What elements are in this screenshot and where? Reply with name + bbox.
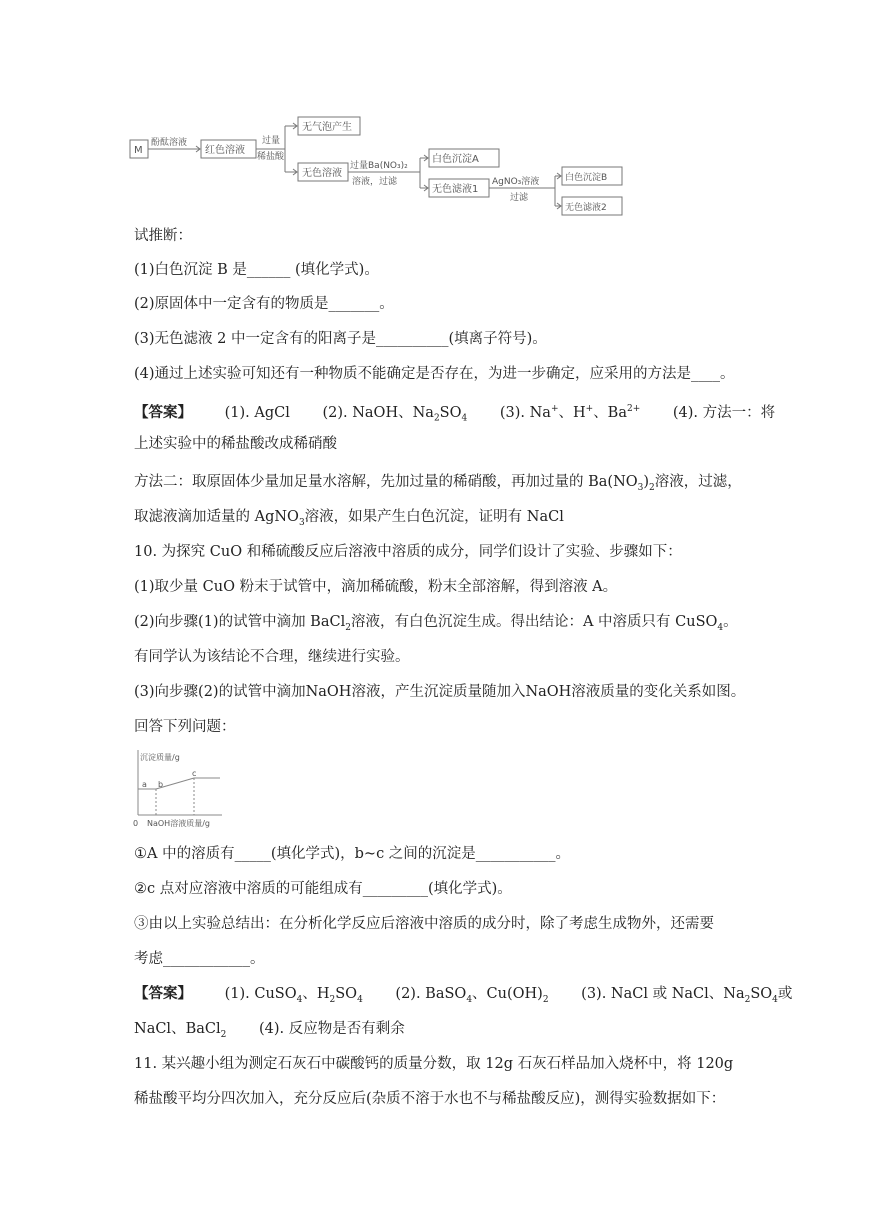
q9-intro: 试推断： bbox=[134, 228, 192, 244]
q9-method2-line2: 取滤液滴加适量的 AgNO$_3$溶液，如果产生白色沉淀，证明有 NaCl bbox=[134, 509, 564, 528]
method2-d: 溶液，如果产生白色沉淀，证明有 NaCl bbox=[304, 509, 564, 525]
q9-q2: (2)原固体中一定含有的物质是_______。 bbox=[134, 296, 394, 312]
q9-q1: (1)白色沉淀 B 是______ (填化学式)。 bbox=[134, 262, 379, 278]
q10-a3b: 或 bbox=[777, 986, 793, 1002]
q10-answer-l2: NaCl、BaCl$_2$ (4). 反应物是否有剩余 bbox=[134, 1021, 405, 1040]
q10-s2c: 。 bbox=[723, 614, 738, 630]
flow-chart bbox=[125, 108, 665, 220]
flow-arrow3a: 过量Ba(NO₃)₂ bbox=[350, 161, 408, 171]
q10-s2a: (2)向步骤(1)的试管中滴加 BaCl bbox=[134, 614, 346, 630]
q10-c3b: 考虑____________。 bbox=[134, 951, 265, 967]
q10-s3: (3)向步骤(2)的试管中滴加NaOH溶液，产生沉淀质量随加入NaOH溶液质量的变化关系如图。 bbox=[134, 684, 746, 700]
q10-s4: 回答下列问题： bbox=[134, 719, 236, 735]
method2-a: 方法二：取原固体少量加足量水溶解，先加过量的稀硝酸，再加过量的 Ba(NO bbox=[134, 474, 638, 490]
flow-box-ppt-b: 白色沉淀B bbox=[565, 173, 608, 183]
graph-point-a: a bbox=[142, 780, 147, 789]
answer-label: 【答案】 bbox=[134, 403, 192, 421]
flow-arrow2a: 过量 bbox=[262, 136, 281, 146]
q10-c1: ①A 中的溶质有_____(填化学式)，b~c 之间的沉淀是___________。 bbox=[134, 846, 571, 862]
q9-ans3: (3). Na bbox=[499, 404, 551, 421]
flow-box-red: 红色溶液 bbox=[205, 145, 245, 156]
q9-method2-line1: 方法二：取原固体少量加足量水溶解，先加过量的稀硝酸，再加过量的 $Ba(NO_3)_2$溶液，过滤， bbox=[134, 474, 742, 493]
flow-box-filtrate2: 无色滤液2 bbox=[565, 203, 607, 213]
q11-l2: 稀盐酸平均分四次加入，充分反应后(杂质不溶于水也不与稀盐酸反应)，测得实验数据如下： bbox=[134, 1091, 726, 1107]
method2-b: 溶液，过滤， bbox=[654, 474, 742, 490]
q9-q3: (3)无色滤液 2 中一定含有的阳离子是__________(填离子符号)。 bbox=[134, 331, 547, 347]
q10-s2b: 溶液，有白色沉淀生成。得出结论：A 中溶质只有 CuSO bbox=[350, 614, 718, 630]
graph-ylabel: 沉淀质量/g bbox=[140, 753, 180, 762]
q10-a3c: NaCl、BaCl bbox=[134, 1021, 221, 1037]
q10-answer: 【答案】 (1). CuSO$_4$、$H_2SO_4$ (2). BaSO$_4$、$Cu(OH)_2$ (3). NaCl 或 NaCl、$Na_2SO_4$或 bbox=[134, 985, 793, 1005]
q10-a3: (3). NaCl 或 NaCl、Na bbox=[581, 986, 745, 1002]
flow-box-filtrate1: 无色滤液1 bbox=[432, 184, 479, 195]
flow-m: M bbox=[134, 145, 143, 156]
graph-point-c: c bbox=[192, 769, 197, 778]
q10-c2: ②c 点对应溶液中溶质的可能组成有_________(填化学式)。 bbox=[134, 881, 512, 897]
flow-arrow2b: 稀盐酸 bbox=[257, 152, 285, 162]
q10-a1: (1). CuSO bbox=[224, 986, 297, 1002]
q10-s1: (1)取少量 CuO 粉末于试管中，滴加稀硫酸，粉末全部溶解，得到溶液 A。 bbox=[134, 579, 618, 595]
method2-c: 取滤液滴加适量的 AgNO bbox=[134, 509, 299, 525]
flow-arrow3b: 溶液，过滤 bbox=[352, 177, 398, 187]
flow-box-ppt-a: 白色沉淀A bbox=[432, 154, 479, 165]
q11-l1: 11. 某兴趣小组为测定石灰石中碳酸钙的质量分数，取 12g 石灰石样品加入烧杯中，将 120g bbox=[134, 1056, 734, 1072]
graph-origin: 0 bbox=[133, 819, 139, 828]
q10-c3a: ③由以上实验总结出：在分析化学反应后溶液中溶质的成分时，除了考虑生成物外，还需要 bbox=[134, 916, 714, 932]
flow-arrow4a: AgNO₃溶液 bbox=[492, 177, 540, 187]
flow-box-nobubble: 无气泡产生 bbox=[302, 122, 352, 133]
q9-ans4: (4). 方法一：将 bbox=[672, 404, 776, 421]
q9-answer: 【答案】 (1). AgCl (2). NaOH、$Na_2SO_4$ (3). Na+、H+、$Ba^{2+}$ (4). 方法一：将 bbox=[134, 403, 776, 424]
q9-q4: (4)通过上述实验可知还有一种物质不能确定是否存在，为进一步确定，应采用的方法是____。 bbox=[134, 366, 735, 382]
q10-a2: (2). BaSO bbox=[395, 986, 467, 1002]
answer-label: 【答案】 bbox=[134, 985, 192, 1002]
precipitate-graph bbox=[130, 745, 230, 833]
q10-a4: (4). 反应物是否有剩余 bbox=[258, 1021, 405, 1037]
flow-arrow4b: 过滤 bbox=[510, 193, 529, 203]
flow-box-colorless: 无色溶液 bbox=[302, 168, 342, 179]
flow-arrow1: 酚酞溶液 bbox=[151, 138, 188, 148]
graph-xlabel: NaOH溶液质量/g bbox=[147, 819, 210, 828]
q9-ans1: (1). AgCl bbox=[224, 404, 290, 421]
q10-stem: 10. 为探究 CuO 和稀硫酸反应后溶液中溶质的成分，同学们设计了实验、步骤如下： bbox=[134, 544, 682, 560]
q9-ans2: (2). NaOH、Na bbox=[322, 404, 434, 421]
graph-point-b: b bbox=[158, 780, 164, 789]
q10-s2: (2)向步骤(1)的试管中滴加 BaCl$_2$溶液，有白色沉淀生成。得出结论：A 中溶质只有 CuSO$_4$。 bbox=[134, 614, 738, 633]
q10-s2d: 有同学认为该结论不合理，继续进行实验。 bbox=[134, 649, 410, 665]
q9-ans-l2: 上述实验中的稀盐酸改成稀硝酸 bbox=[134, 436, 337, 452]
